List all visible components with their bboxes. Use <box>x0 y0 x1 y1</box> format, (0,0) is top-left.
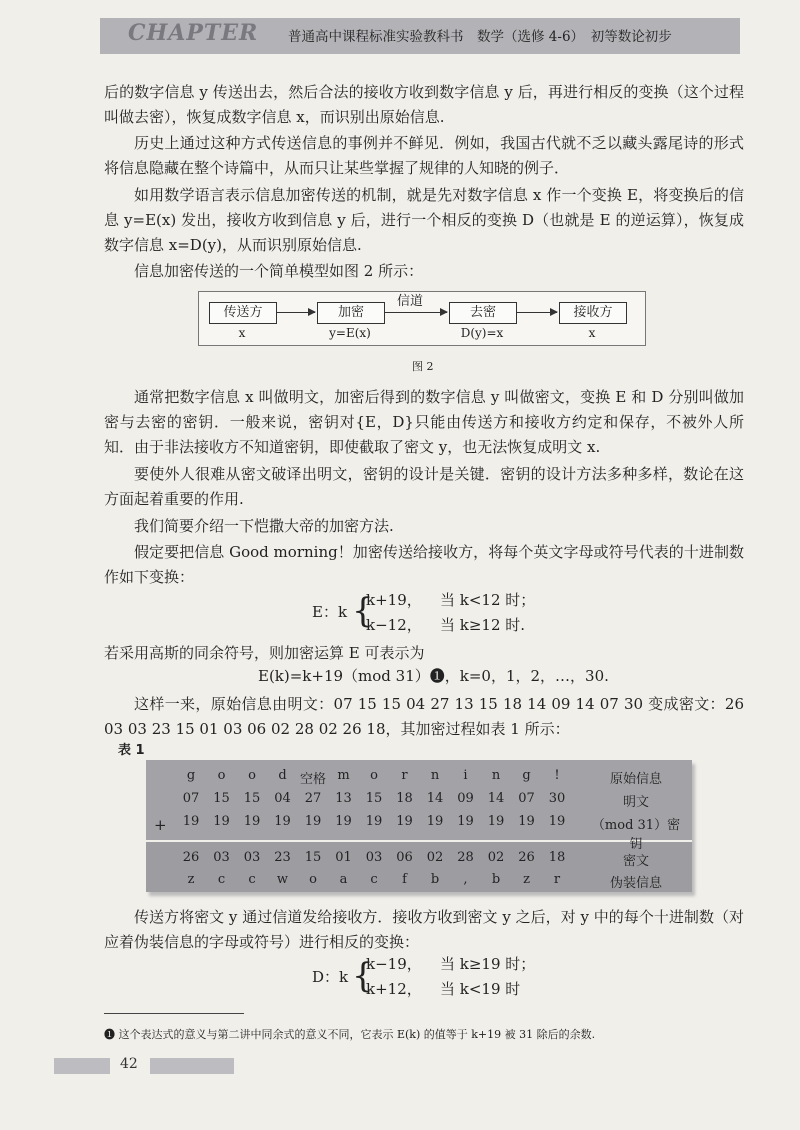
table-cell: 04 <box>274 791 291 806</box>
table-cell: ! <box>554 768 560 783</box>
table-cell: n <box>430 768 440 783</box>
paragraph-2: 历史上通过这种方式传送信息的事例并不鲜见．例如，我国古代就不乏以藏头露尾诗的形式将信息隐藏在整个诗篇中，从而只让某些掌握了规律的人知晓的例子． <box>104 134 744 177</box>
paragraph-7: 我们简要介绍一下恺撒大帝的加密方法. <box>134 517 394 535</box>
encrypt-box: 加密 <box>317 302 385 324</box>
table-cell: g <box>522 768 531 783</box>
chars-row <box>146 765 692 787</box>
sender-box: 传送方 <box>209 302 277 324</box>
row-label: 伪装信息 <box>609 876 662 891</box>
table-cell: 07 <box>518 791 535 806</box>
encryption-model-diagram <box>198 291 646 346</box>
table-cell: i <box>463 768 468 783</box>
ciphertext-row <box>146 847 692 869</box>
formula-e-lhs: E：k <box>312 603 348 621</box>
table-cell: 15 <box>304 850 322 865</box>
table-cell: 19 <box>365 814 383 829</box>
formula-d-lhs: D：k <box>312 968 349 986</box>
formula-mod: E(k)=k+19（mod 31）❶，k=0，1，2，…，30. <box>258 667 609 685</box>
paragraph-11: 传送方将密文 y 通过信道发给接收方．接收方收到密文 y 之后，对 y 中的每个十进制数（对应着伪装信息的字母或符号）进行相反的变换： <box>104 908 744 951</box>
paragraph-6: 要使外人很难从密文破译出明文，密钥的设计是关键．密钥的设计方法多种多样，数论在这方面起着重要的作用. <box>104 465 744 508</box>
table-cell: 14 <box>426 791 444 806</box>
table-cell: 02 <box>426 850 444 865</box>
formula-d-cond1: 当 k≥19 时； <box>440 955 536 973</box>
brace: { <box>352 591 374 631</box>
table-cell: c <box>370 872 378 887</box>
table-cell: a <box>339 872 348 887</box>
formula-e-case2: k−12， <box>366 616 422 634</box>
table-cell: 26 <box>518 850 535 865</box>
chapter-label: CHAPTER <box>128 20 259 46</box>
book-title: 普通高中课程标准实验教科书 数学（选修 4-6） 初等数论初步 <box>288 29 672 45</box>
table-cell: r <box>553 872 561 887</box>
table-cell: g <box>186 768 196 783</box>
table-cell: o <box>370 768 378 783</box>
arrow-channel <box>385 312 447 313</box>
table-cell: 28 <box>457 850 474 865</box>
table-cell: b <box>491 872 501 887</box>
page-bar-left <box>54 1058 110 1074</box>
table-cell: n <box>491 768 501 783</box>
table-title: 表 1 <box>118 743 145 758</box>
key-row <box>146 811 692 852</box>
table-cell: 18 <box>396 791 413 806</box>
table-cell: 03 <box>365 850 383 865</box>
table-cell: 19 <box>243 814 261 829</box>
table-cell: 03 <box>213 850 230 865</box>
row-label: 明文 <box>622 795 649 810</box>
table-cell: z <box>187 872 195 887</box>
disguise-row <box>146 869 692 891</box>
table-cell: 空格 <box>300 772 327 787</box>
receiver-box: 接收方 <box>559 302 627 324</box>
formula-e-cond2: 当 k≥12 时. <box>440 616 526 634</box>
table-cell: f <box>402 872 407 887</box>
table-cell: 14 <box>487 791 505 806</box>
table-cell: 19 <box>457 814 474 829</box>
row-label: 原始信息 <box>609 772 662 787</box>
table-cell: 19 <box>548 814 566 829</box>
table-cell: 19 <box>426 814 444 829</box>
table-cell: m <box>337 768 350 783</box>
paragraph-8: 假定要把信息 Good morning！加密传送给接收方，将每个英文字母或符号代表的十进制数作如下变换： <box>104 543 744 586</box>
formula-d-case1: k−19， <box>366 955 422 973</box>
table-cell: 15 <box>243 791 261 806</box>
paragraph-1: 后的数字信息 y 传送出去，然后合法的接收方收到数字信息 y 后，再进行相反的变换（这个过程叫做去密），恢复成数字信息 x，而识别出原始信息. <box>104 83 744 126</box>
table-cell: , <box>463 872 468 887</box>
plaintext-row <box>146 788 692 810</box>
table-cell: 19 <box>335 814 352 829</box>
formula-d-case2: k+12， <box>366 980 422 998</box>
table-cell: 19 <box>487 814 505 829</box>
table-cell: 07 <box>182 791 200 806</box>
table-cell: 19 <box>213 814 230 829</box>
table-cell: 15 <box>365 791 383 806</box>
row-label: 密文 <box>622 854 649 869</box>
table-cell: 18 <box>548 850 566 865</box>
table-cell: r <box>401 768 408 783</box>
page-bar-right <box>150 1058 234 1074</box>
table-cell: 19 <box>274 814 291 829</box>
table-cell: b <box>430 872 440 887</box>
paragraph-9: 若采用高斯的同余符号，则加密运算 E 可表示为 <box>104 644 425 662</box>
table-cell: 19 <box>304 814 322 829</box>
brace: { <box>352 956 374 996</box>
decrypt-box: 去密 <box>449 302 517 324</box>
row-label: （mod 31）密钥 <box>591 818 681 852</box>
table-cell: c <box>248 872 256 887</box>
table-cell: 19 <box>518 814 535 829</box>
table-cell: w <box>276 872 289 887</box>
table-cell: 03 <box>243 850 261 865</box>
footnote-divider <box>104 1013 244 1014</box>
arrow-1 <box>277 312 315 313</box>
paragraph-3: 如用数学语言表示信息加密传送的机制，就是先对数字信息 x 作一个变换 E，将变换后的信息 y=E(x) 发出，接收方收到信息 y 后，进行一个相反的变换 D（也就是 E 的逆运算），恢复成数字信息 x=D(y)，从而识别原始信息. <box>104 186 744 254</box>
table-cell: 27 <box>304 791 322 806</box>
plus-sign: + <box>154 816 167 834</box>
table-cell: 15 <box>213 791 230 806</box>
arrow-3 <box>517 312 557 313</box>
table-cell: o <box>309 872 317 887</box>
table-cell: 13 <box>335 791 352 806</box>
table-cell: 19 <box>396 814 413 829</box>
table-cell: c <box>217 872 226 887</box>
table-cell: o <box>248 768 256 783</box>
label-y-ex: y=E(x) <box>329 326 371 340</box>
formula-e-cond1: 当 k<12 时； <box>440 591 536 609</box>
caesar-table <box>146 760 692 892</box>
label-x-2: x <box>588 326 596 340</box>
table-cell: d <box>278 768 287 783</box>
table-cell: 19 <box>182 814 200 829</box>
table-cell: 02 <box>487 850 505 865</box>
table-cell: 01 <box>335 850 352 865</box>
paragraph-10: 这样一来，原始信息由明文：07 15 15 04 27 13 15 18 14 09 14 07 30 变成密文：26 03 03 23 15 01 03 06 02 28 02 26 18，其加密过程如表 1 所示： <box>104 695 744 738</box>
formula-e-case1: k+19， <box>366 591 422 609</box>
running-header <box>100 18 740 54</box>
table-cell: z <box>523 872 530 887</box>
label-dy-x: D(y)=x <box>460 326 504 340</box>
table-cell: 26 <box>182 850 200 865</box>
table-cell: 09 <box>457 791 474 806</box>
paragraph-4: 信息加密传送的一个简单模型如图 2 所示： <box>134 262 424 280</box>
footnote: ❶ 这个表达式的意义与第二讲中同余式的意义不同，它表示 E(k) 的值等于 k+19 被 31 除后的余数. <box>104 1028 596 1041</box>
table-cell: o <box>217 768 226 783</box>
formula-d-cond2: 当 k<19 时 <box>440 980 521 998</box>
table-cell: 30 <box>548 791 566 806</box>
page-number: 42 <box>120 1056 138 1072</box>
paragraph-5: 通常把数字信息 x 叫做明文，加密后得到的数字信息 y 叫做密文，变换 E 和 D 分别叫做加密与去密的密钥．一般来说，密钥对{E，D}只能由传送方和接收方约定和保存，不被外人所知．由于非法接收方不知道密钥，即使截取了密文 y，也无法恢复成明文 x. <box>104 388 744 456</box>
table-cell: 06 <box>396 850 413 865</box>
table-cell: 23 <box>274 850 291 865</box>
label-x-1: x <box>238 326 246 340</box>
figure-caption: 图 2 <box>412 360 434 373</box>
channel-label: 信道 <box>397 294 424 309</box>
